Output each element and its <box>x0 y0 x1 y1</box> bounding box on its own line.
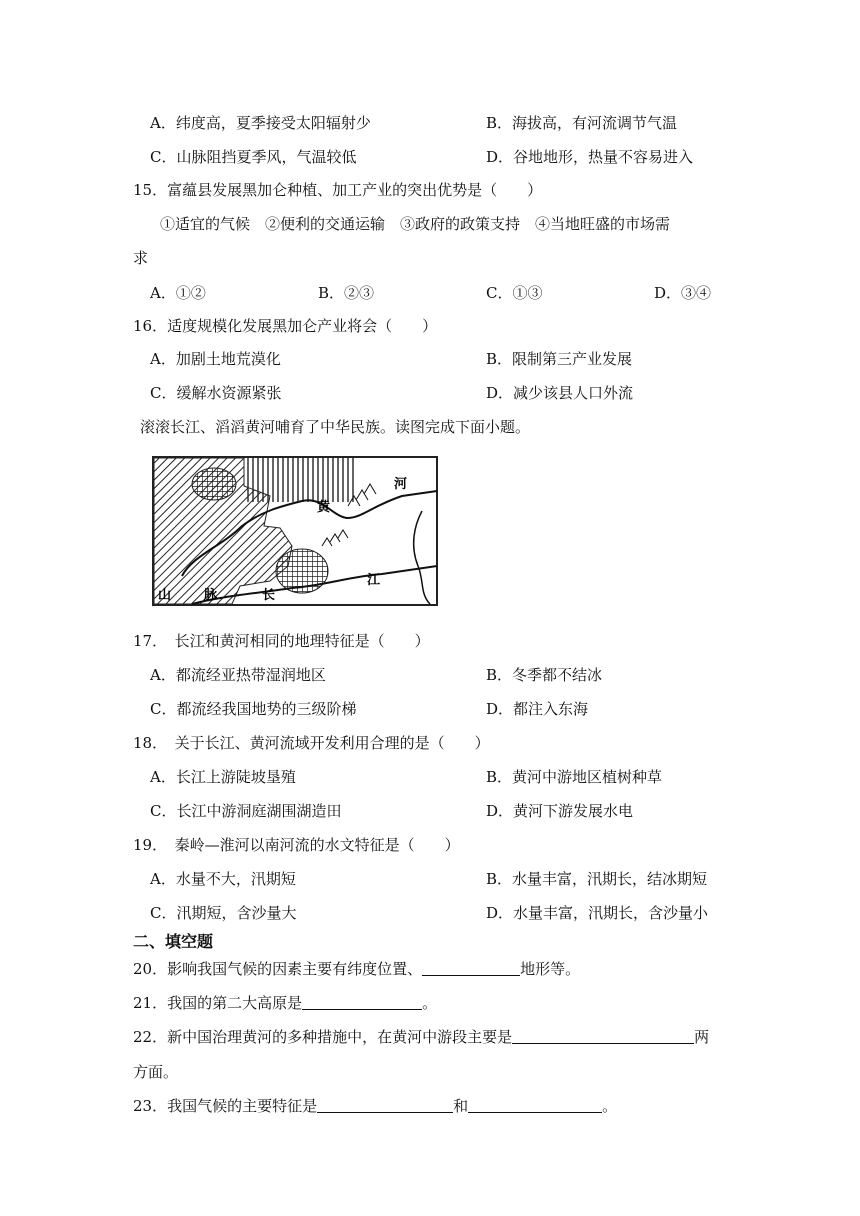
map-label-huang: 黄 <box>317 500 331 515</box>
q20-prefix: 20．影响我国气候的因素主要有纬度位置、 <box>133 960 423 978</box>
q21-prefix: 21．我国的第二大高原是 <box>133 994 303 1012</box>
q14-option-b: B．海拔高，有河流调节气温 <box>486 114 678 132</box>
grid-region-north <box>192 468 236 500</box>
q17-option-d: D．都注入东海 <box>486 700 589 718</box>
q18-option-c: C．长江中游洞庭湖围湖造田 <box>150 802 342 820</box>
q16-option-d: D．减少该县人口外流 <box>486 384 634 402</box>
q21 <box>133 992 437 1013</box>
q18-option-d: D．黄河下游发展水电 <box>486 802 634 820</box>
q23-prefix: 23．我国气候的主要特征是 <box>133 1097 318 1115</box>
q22-prefix: 22．新中国治理黄河的多种措施中，在黄河中游段主要是 <box>133 1028 513 1046</box>
river-map-figure <box>152 456 438 606</box>
q23-blank-2[interactable] <box>468 1097 602 1113</box>
q21-suffix: 。 <box>422 994 438 1012</box>
q16-option-a: A．加剧土地荒漠化 <box>150 350 281 368</box>
q15-items: ①适宜的气候 ②便利的交通运输 ③政府的政策支持 ④当地旺盛的市场需 <box>160 215 671 233</box>
q19-option-b: B．水量丰富，汛期长，结冰期短 <box>486 870 708 888</box>
q18-option-b: B．黄河中游地区植树种草 <box>486 768 663 786</box>
section-heading-fill-in: 二、填空题 <box>133 932 214 951</box>
map-label-shan: 山 <box>158 588 172 603</box>
q23-mid: 和 <box>453 1097 469 1115</box>
q15-option-d: D．③④ <box>654 284 712 302</box>
q18-stem: 18． 关于长江、黄河流域开发利用合理的是（ ） <box>133 734 490 752</box>
q15-option-c: C．①③ <box>486 284 543 302</box>
q20-suffix: 地形等。 <box>520 960 581 978</box>
map-label-jiang: 江 <box>367 573 381 588</box>
passage-intro: 滚滚长江、滔滔黄河哺育了中华民族。读图完成下面小题。 <box>140 418 531 436</box>
q20-blank[interactable] <box>422 960 520 976</box>
map-label-he: 河 <box>394 477 408 492</box>
q15-option-a: A．①② <box>150 284 206 302</box>
q19-option-c: C．汛期短，含沙量大 <box>150 904 297 922</box>
q14-option-c: C．山脉阻挡夏季风，气温较低 <box>150 148 357 166</box>
q22-blank[interactable] <box>512 1028 694 1044</box>
q23-blank-1[interactable] <box>317 1097 453 1113</box>
q14-option-a: A．纬度高，夏季接受太阳辐射少 <box>150 114 371 132</box>
q20 <box>133 958 580 979</box>
q19-stem: 19． 秦岭—淮河以南河流的水文特征是（ ） <box>133 836 460 854</box>
q17-stem: 17． 长江和黄河相同的地理特征是（ ） <box>133 632 430 650</box>
q16-stem: 16．适度规模化发展黑加仑产业将会（ ） <box>133 317 438 335</box>
q21-blank[interactable] <box>302 994 422 1010</box>
q17-option-b: B．冬季都不结冰 <box>486 666 603 684</box>
q15-option-b: B．②③ <box>318 284 375 302</box>
map-label-mai: 脉 <box>204 588 218 603</box>
q19-option-a: A．水量不大，汛期短 <box>150 870 296 888</box>
q22 <box>133 1026 709 1047</box>
q16-option-c: C．缓解水资源紧张 <box>150 384 282 402</box>
q23 <box>133 1095 617 1116</box>
q18-option-a: A．长江上游陡坡垦殖 <box>150 768 296 786</box>
q15-items-wrap: 求 <box>133 249 149 267</box>
q14-option-d: D．谷地地形，热量不容易进入 <box>486 148 694 166</box>
q22-suffix: 两 <box>694 1028 710 1046</box>
q19-option-d: D．水量丰富，汛期长，含沙量小 <box>486 904 709 922</box>
q22-wrap: 方面。 <box>133 1063 179 1081</box>
q17-option-a: A．都流经亚热带湿润地区 <box>150 666 326 684</box>
q16-option-b: B．限制第三产业发展 <box>486 350 633 368</box>
q17-option-c: C．都流经我国地势的三级阶梯 <box>150 700 357 718</box>
q23-suffix: 。 <box>602 1097 618 1115</box>
map-label-chang: 长 <box>262 588 276 603</box>
q15-stem: 15．富蕴县发展黑加仑种植、加工产业的突出优势是（ ） <box>133 181 543 199</box>
